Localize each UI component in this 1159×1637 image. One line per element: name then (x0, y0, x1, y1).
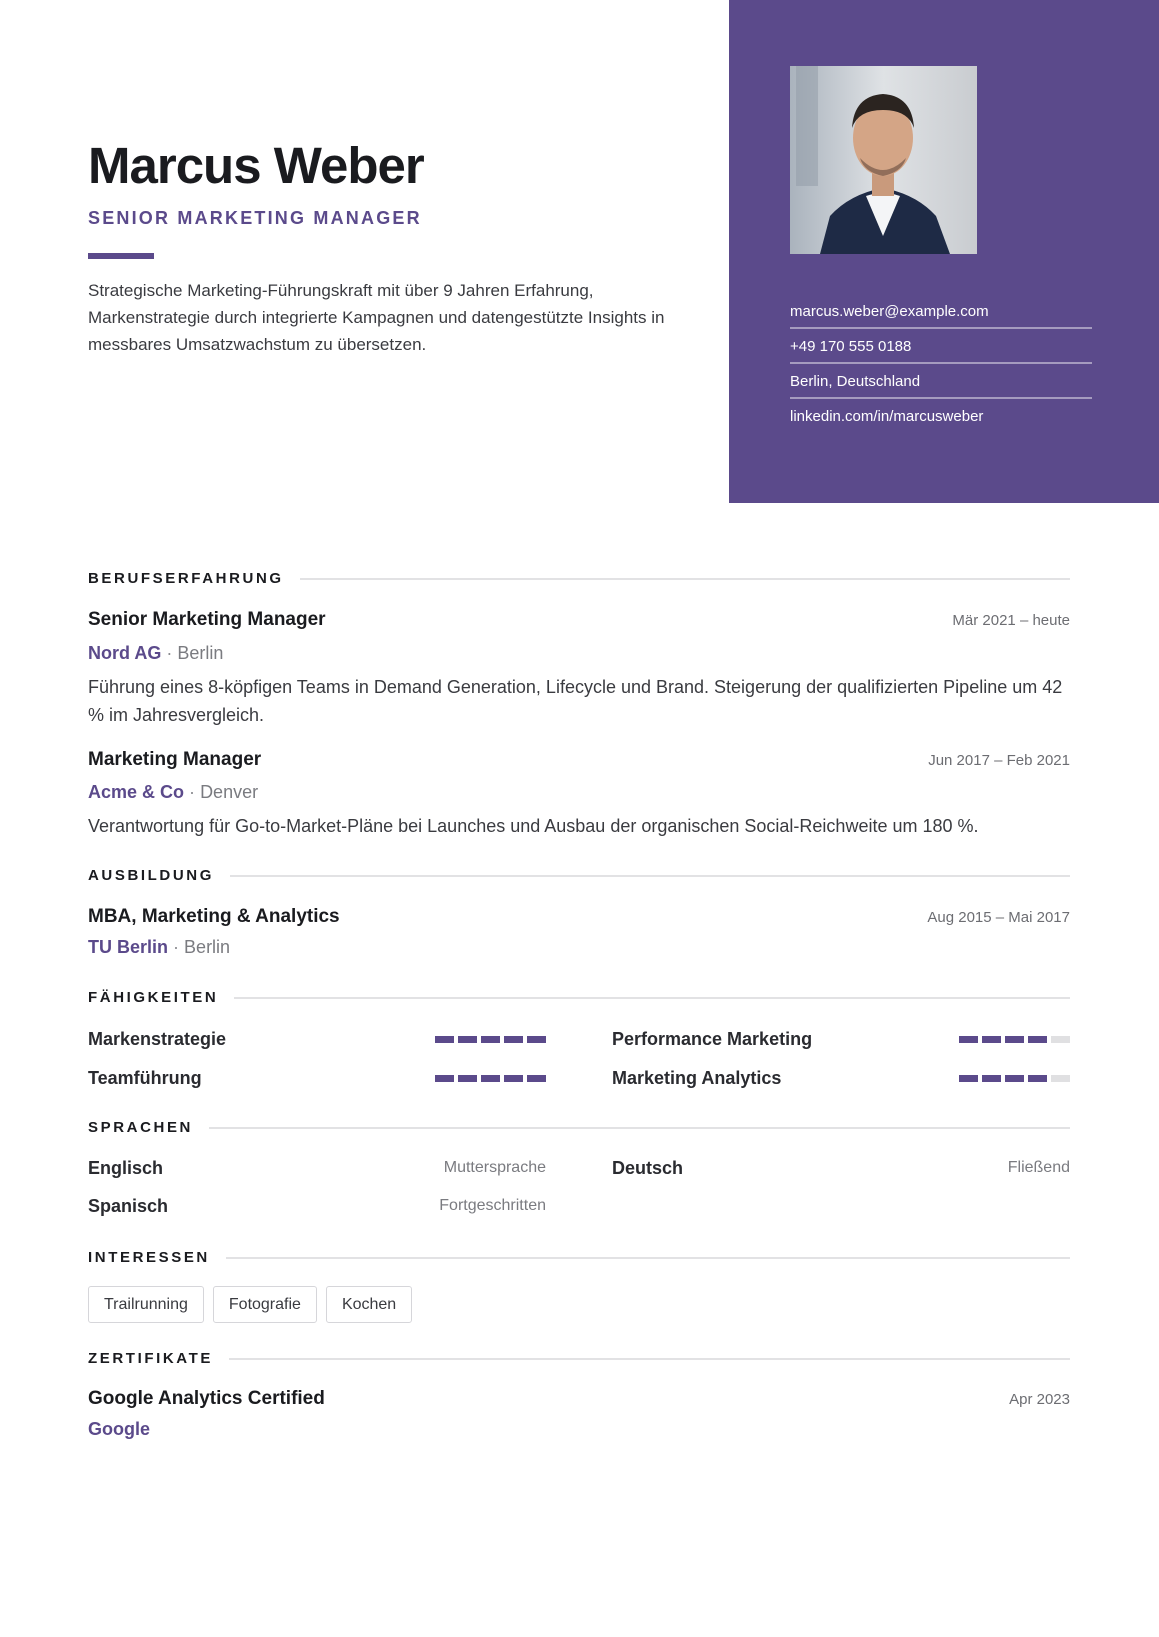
skill-level-segment-filled (504, 1075, 523, 1082)
experience-company-line (88, 782, 258, 803)
skill-level-segment-filled (481, 1075, 500, 1082)
contact-phone[interactable]: +49 170 555 0188 (790, 329, 1092, 364)
skill-level-bars (435, 1036, 546, 1043)
language-name: Deutsch (612, 1157, 684, 1178)
certificate-entry-header (88, 1388, 1070, 1410)
interest-chip: Fotografie (213, 1286, 317, 1323)
skill-level-segment-filled (458, 1036, 477, 1043)
education-school: TU Berlin (88, 937, 169, 957)
section-title: BERUFSERFAHRUNG (88, 570, 284, 587)
experience-description: Verantwortung für Go-to-Market-Pläne bei Launches und Ausbau der organischen Social-Reichweite um 180 %. (88, 816, 979, 836)
experience-entry-header (88, 609, 1070, 631)
skill-level-segment-empty (1051, 1036, 1070, 1043)
section-certificates (88, 1350, 1070, 1367)
section-education (88, 867, 1070, 884)
skill-level-segment-filled (1005, 1075, 1024, 1082)
skill-level-segment-filled (959, 1075, 978, 1082)
skill-level-segment-filled (527, 1036, 546, 1043)
section-rule (229, 1358, 1070, 1360)
certificate-issuer: Google (88, 1419, 150, 1439)
section-rule (209, 1127, 1070, 1129)
section-experience (88, 570, 1070, 587)
interest-chip: Kochen (326, 1286, 412, 1323)
section-rule (300, 578, 1070, 580)
skill-item (612, 1026, 1070, 1052)
contact-list (790, 294, 1092, 434)
education-degree: MBA, Marketing & Analytics (88, 906, 340, 927)
section-title: ZERTIFIKATE (88, 1350, 213, 1367)
section-rule (230, 875, 1070, 877)
section-rule (234, 997, 1070, 999)
education-entry-header (88, 906, 1070, 928)
profile-summary: Strategische Marketing-Führungskraft mit über 9 Jahren Erfahrung, Markenstrategie durch integrierte Kampagnen und datengestützte Insights in messbares Umsatzwachstum zu übersetzen. (88, 281, 665, 354)
candidate-name: Marcus Weber (88, 137, 424, 194)
language-item (88, 1155, 546, 1181)
skill-level-segment-filled (481, 1036, 500, 1043)
contact-linkedin[interactable]: linkedin.com/in/marcusweber (790, 408, 984, 425)
skill-name: Marketing Analytics (612, 1067, 782, 1088)
skill-level-segment-filled (1005, 1036, 1024, 1043)
skill-level-segment-filled (458, 1075, 477, 1082)
accent-divider (88, 253, 154, 259)
contact-location: Berlin, Deutschland (790, 364, 1092, 399)
skill-item (88, 1026, 546, 1052)
skill-item (612, 1065, 1070, 1091)
header-panel (729, 0, 1159, 503)
separator: · (189, 782, 196, 802)
language-item (612, 1155, 1070, 1181)
experience-dates: Jun 2017 – Feb 2021 (928, 752, 1070, 769)
experience-role: Marketing Manager (88, 749, 262, 770)
skill-name: Performance Marketing (612, 1028, 813, 1049)
skill-level-segment-empty (1051, 1075, 1070, 1082)
experience-dates: Mär 2021 – heute (952, 612, 1070, 629)
section-interests (88, 1249, 1070, 1266)
education-dates: Aug 2015 – Mai 2017 (927, 909, 1070, 926)
section-title: AUSBILDUNG (88, 867, 214, 884)
experience-company: Acme & Co (88, 782, 185, 802)
language-level: Fortgeschritten (439, 1197, 546, 1214)
skill-level-segment-filled (435, 1075, 454, 1082)
skill-level-segment-filled (504, 1036, 523, 1043)
skill-level-segment-filled (959, 1036, 978, 1043)
interest-chip: Trailrunning (88, 1286, 204, 1323)
skill-level-segment-filled (527, 1075, 546, 1082)
section-title: FÄHIGKEITEN (88, 989, 219, 1006)
section-title: INTERESSEN (88, 1249, 210, 1266)
skill-level-segment-filled (982, 1075, 1001, 1082)
skill-level-bars (435, 1075, 546, 1082)
language-name: Englisch (88, 1157, 164, 1178)
language-item (88, 1193, 546, 1219)
skill-level-segment-filled (1028, 1075, 1047, 1082)
experience-role: Senior Marketing Manager (88, 609, 326, 630)
separator: · (166, 643, 173, 663)
experience-entry-header (88, 749, 1070, 771)
skill-item (88, 1065, 546, 1091)
experience-location: Berlin (177, 643, 224, 663)
skill-level-bars (959, 1036, 1070, 1043)
job-title: SENIOR MARKETING MANAGER (88, 208, 422, 228)
certificate-issuer-line (88, 1419, 150, 1440)
section-languages (88, 1119, 1070, 1136)
section-title: SPRACHEN (88, 1119, 193, 1136)
certificate-name: Google Analytics Certified (88, 1388, 325, 1409)
profile-photo (790, 66, 977, 254)
section-rule (226, 1257, 1070, 1259)
skill-level-segment-filled (982, 1036, 1001, 1043)
education-school-line (88, 937, 230, 958)
skill-level-segment-filled (435, 1036, 454, 1043)
contact-email[interactable]: marcus.weber@example.com (790, 294, 1092, 329)
experience-company-line (88, 643, 223, 664)
language-level: Fließend (1007, 1159, 1070, 1176)
skill-name: Markenstrategie (88, 1028, 227, 1049)
interest-chips (88, 1286, 412, 1323)
education-location: Berlin (184, 937, 231, 957)
certificate-date: Apr 2023 (1009, 1391, 1070, 1408)
section-skills (88, 989, 1070, 1006)
skill-name: Teamführung (88, 1067, 202, 1088)
separator: · (173, 937, 180, 957)
language-name: Spanisch (88, 1195, 169, 1216)
experience-company: Nord AG (88, 643, 162, 663)
skill-level-bars (959, 1075, 1070, 1082)
experience-description: Führung eines 8-köpfigen Teams in Demand Generation, Lifecycle und Brand. Steigerung der qualifizierten Pipeline um 42 % im Jahresvergleich. (88, 677, 1063, 725)
experience-location: Denver (200, 782, 259, 802)
language-level: Muttersprache (443, 1159, 546, 1176)
skill-level-segment-filled (1028, 1036, 1047, 1043)
